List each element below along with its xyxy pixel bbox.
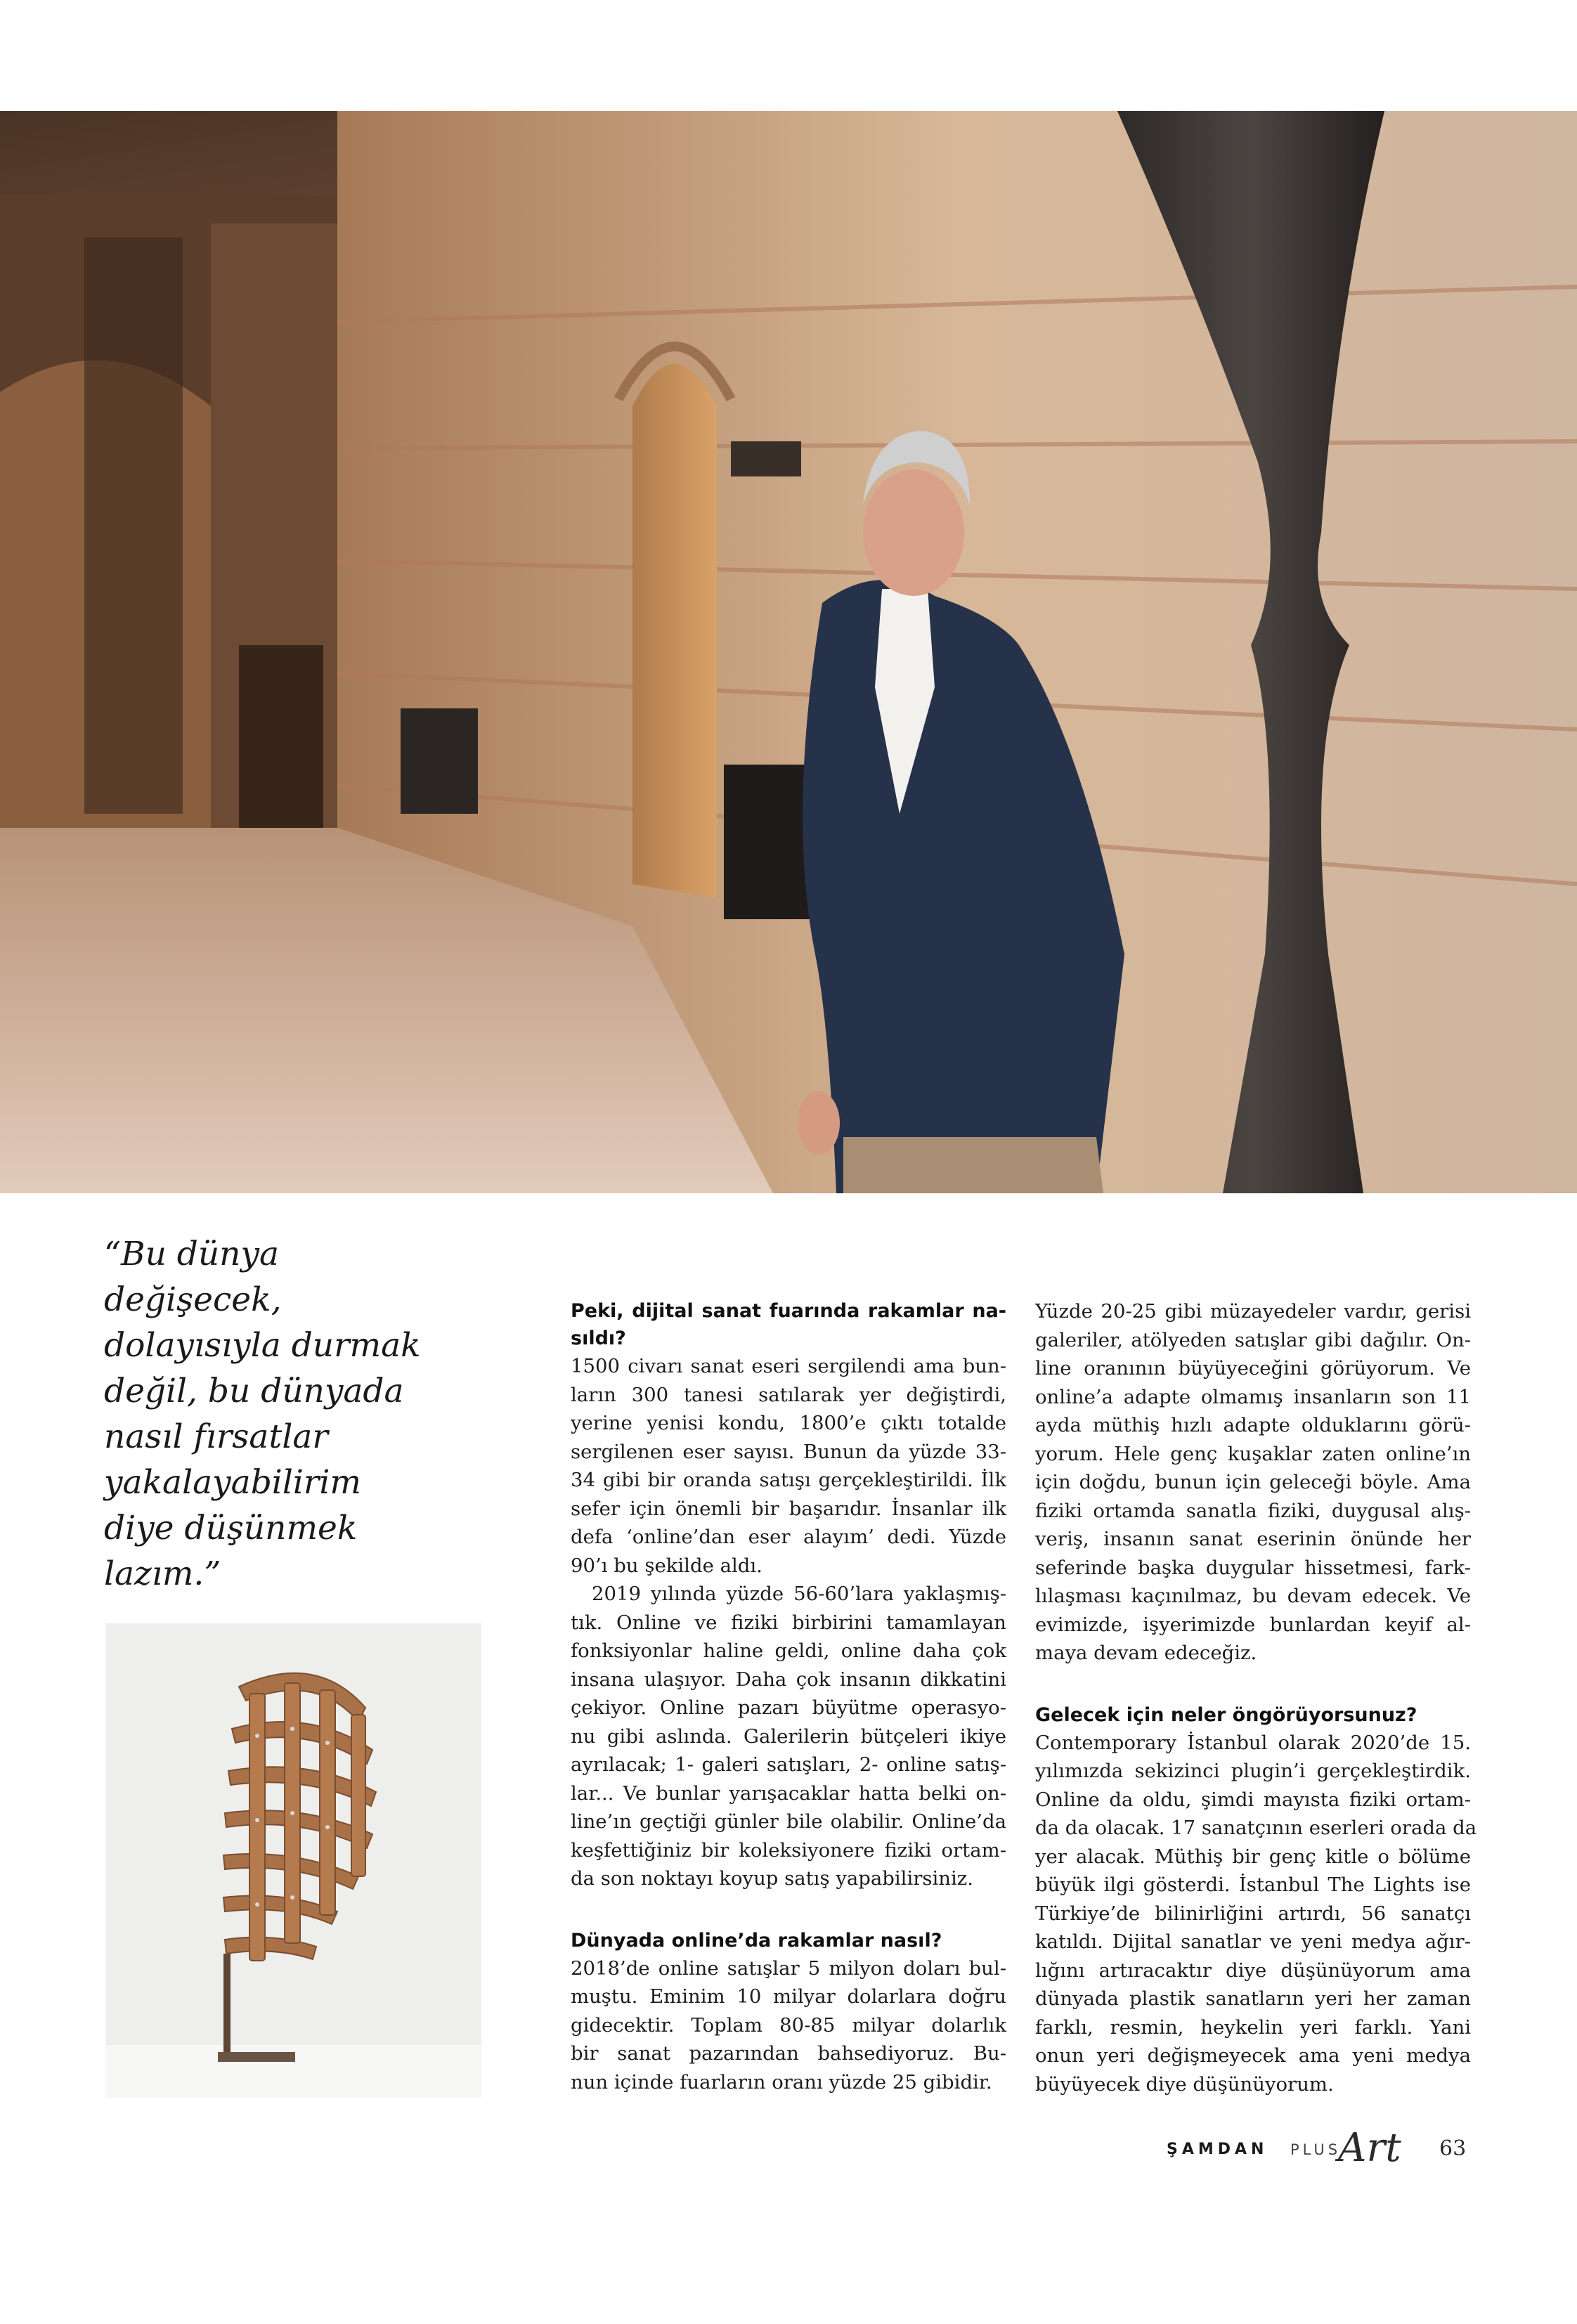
- body-line: muştu. Eminim 10 milyar dolarlara doğru: [571, 1985, 1006, 2008]
- pull-quote: [104, 1231, 469, 1597]
- body-line: sergilenen eser sayısı. Bunun da yüzde 33-: [571, 1440, 1006, 1463]
- body-line: 2018’de online satışlar 5 milyon doları bul-: [571, 1956, 1006, 1980]
- pull-quote-line: yakalayabilirim: [104, 1463, 361, 1502]
- body-line: online’a adapte olmamış insanların son 11: [1035, 1385, 1471, 1408]
- article-column-middle: [571, 1297, 1006, 2096]
- body-line: insana ulaşıyor. Daha çok insanın dikkatini: [571, 1668, 1006, 1691]
- body-line: ayrılacak; 1- galeri satışları, 2- online satış-: [571, 1753, 1006, 1776]
- body-line: yorum. Hele genç kuşaklar zaten online’ın: [1035, 1442, 1471, 1465]
- body-line: lar... Ve bunlar yarışacaklar hatta belki on-: [571, 1781, 1006, 1805]
- body-line: Yüzde 20-25 gibi müzayedeler vardır, gerisi: [1035, 1300, 1471, 1323]
- body-line: keşfettiğiniz bir koleksiyonere fiziki ortam-: [571, 1838, 1006, 1862]
- pull-quote-line: değişecek,: [104, 1280, 282, 1319]
- body-line: nun içinde fuarların oranı yüzde 25 gibidir.: [571, 2070, 992, 2093]
- page-number: 63: [1439, 2136, 1467, 2161]
- body-line: 1500 civarı sanat eseri sergilendi ama bun-: [571, 1355, 1006, 1377]
- body-line: onun yeri değişmeyecek ama yeni medya: [1035, 2044, 1471, 2067]
- sculpture-illustration: [105, 1623, 481, 2098]
- body-line: tık. Online ve fiziki birbirini tamamlayan: [571, 1611, 1006, 1634]
- magazine-brand-plus: PLUS: [1290, 2141, 1342, 2158]
- body-line: seferinde başka duygular hissetmesi, fark-: [1035, 1556, 1471, 1579]
- body-line: farklı, resmin, heykelin yeri farklı. Yani: [1035, 2015, 1471, 2039]
- hero-photo: [0, 111, 1577, 1193]
- body-line: yılımızda sekizinci plugin’i gerçekleştirdik.: [1035, 1760, 1471, 1782]
- sculpture-photo: [105, 1623, 481, 2098]
- body-line: defa ‘online’dan eser alayım’ dedi. Yüzde: [571, 1526, 1006, 1548]
- question-heading: Gelecek için neler öngörüyorsunuz?: [1035, 1703, 1417, 1726]
- body-line: 34 gibi bir oranda satışı gerçekleştirildi. İlk: [571, 1469, 1006, 1491]
- body-line: Online da oldu, şimdi mayısta fiziki ortam-: [1035, 1788, 1471, 1811]
- body-line: fonksiyonlar haline geldi, online daha çok: [571, 1640, 1006, 1662]
- question-heading: Dünyada online’da rakamlar nasıl?: [571, 1929, 942, 1952]
- body-line: da son noktayı koyup satış yapabilirsiniz.: [571, 1867, 974, 1890]
- pull-quote-line: dolayısıyla durmak: [104, 1326, 421, 1365]
- body-line: maya devam edeceğiz.: [1035, 1642, 1257, 1664]
- body-line: gidecektir. Toplam 80-85 milyar dolarlık: [571, 2013, 1006, 2037]
- article-column-right: [1035, 1297, 1477, 2098]
- question-heading: sıldı?: [571, 1327, 626, 1349]
- magazine-brand-art: Art: [1338, 2125, 1401, 2171]
- body-line: katıldı. Dijital sanatlar ve yeni medya ağır-: [1035, 1930, 1471, 1953]
- body-line: line oranının büyüyeceğini görüyorum. Ve: [1035, 1357, 1471, 1380]
- question-heading: Peki, dijital sanat fuarında rakamlar na-: [571, 1300, 1006, 1322]
- pull-quote-line: değil, bu dünyada: [104, 1372, 404, 1410]
- body-line: nu gibi aslında. Galerilerin bütçeleri ikiye: [571, 1725, 1006, 1748]
- body-line: Contemporary İstanbul olarak 2020’de 15.: [1035, 1731, 1471, 1754]
- body-line: çekiyor. Online pazarı büyütme operasyo-: [571, 1696, 1006, 1719]
- body-line: da da olacak. 17 sanatçının eserleri orada da: [1035, 1817, 1477, 1839]
- paragraph-gap: [1035, 1668, 1471, 1701]
- body-line: fiziki ortamda sanatla fiziki, duygusal alış-: [1035, 1499, 1471, 1522]
- body-line: için doğdu, bunun için geleceği böyle. Ama: [1035, 1471, 1471, 1493]
- body-line: büyük ilgi gösterdi. İstanbul The Lights ise: [1035, 1874, 1471, 1896]
- body-line: veriş, insanın sanat eserinin önünde her: [1035, 1528, 1471, 1550]
- body-line: yer alacak. Müthiş bir genç kitle o bölüme: [1035, 1845, 1471, 1868]
- pull-quote-line: lazım.”: [104, 1554, 221, 1593]
- body-line: ların 300 tanesi satılarak yer değiştirdi,: [571, 1383, 1006, 1406]
- body-line: lılaşması kaçınılmaz, bu devam edecek. Ve: [1035, 1585, 1471, 1607]
- body-line: dünyada plastik sanatların yeri her zaman: [1035, 1987, 1471, 2010]
- body-line: Türkiye’de bilinirliğini artırdı, 56 sanatçı: [1035, 1902, 1471, 1925]
- body-line: 2019 yılında yüzde 56-60’lara yaklaşmış-: [592, 1583, 1006, 1605]
- magazine-brand: ŞAMDAN: [1167, 2141, 1268, 2158]
- body-line: galeriler, atölyeden satışlar gibi dağılır. On-: [1035, 1328, 1471, 1351]
- body-line: ayda müthiş hızlı adapte olduklarını görü-: [1035, 1414, 1471, 1436]
- page-footer: [1167, 2125, 1476, 2172]
- body-line: lığını artıracaktır diye düşünüyorum ama: [1035, 1959, 1471, 1982]
- hero-illustration: [0, 111, 1577, 1193]
- body-line: yerine yenisi kondu, 1800’e çıktı totalde: [571, 1412, 1006, 1434]
- pull-quote-line: diye düşünmek: [104, 1509, 358, 1547]
- pull-quote-line: nasıl fırsatlar: [104, 1417, 328, 1456]
- body-line: büyüyecek diye düşünüyorum.: [1035, 2072, 1334, 2096]
- body-line: line’ın geçtiği günler bile olabilir. Online’da: [571, 1810, 1006, 1833]
- pull-quote-line: “Bu dünya: [104, 1235, 279, 1273]
- body-line: 90’ı bu şekilde aldı.: [571, 1554, 762, 1577]
- paragraph-gap: [571, 1893, 1006, 1927]
- body-line: sefer için önemli bir başarıdır. İnsanlar ilk: [571, 1497, 1006, 1520]
- body-line: bir sanat pazarından bahsediyoruz. Bu-: [571, 2042, 1006, 2065]
- body-line: evimizde, işyerimizde bunlardan keyif al-: [1035, 1613, 1471, 1636]
